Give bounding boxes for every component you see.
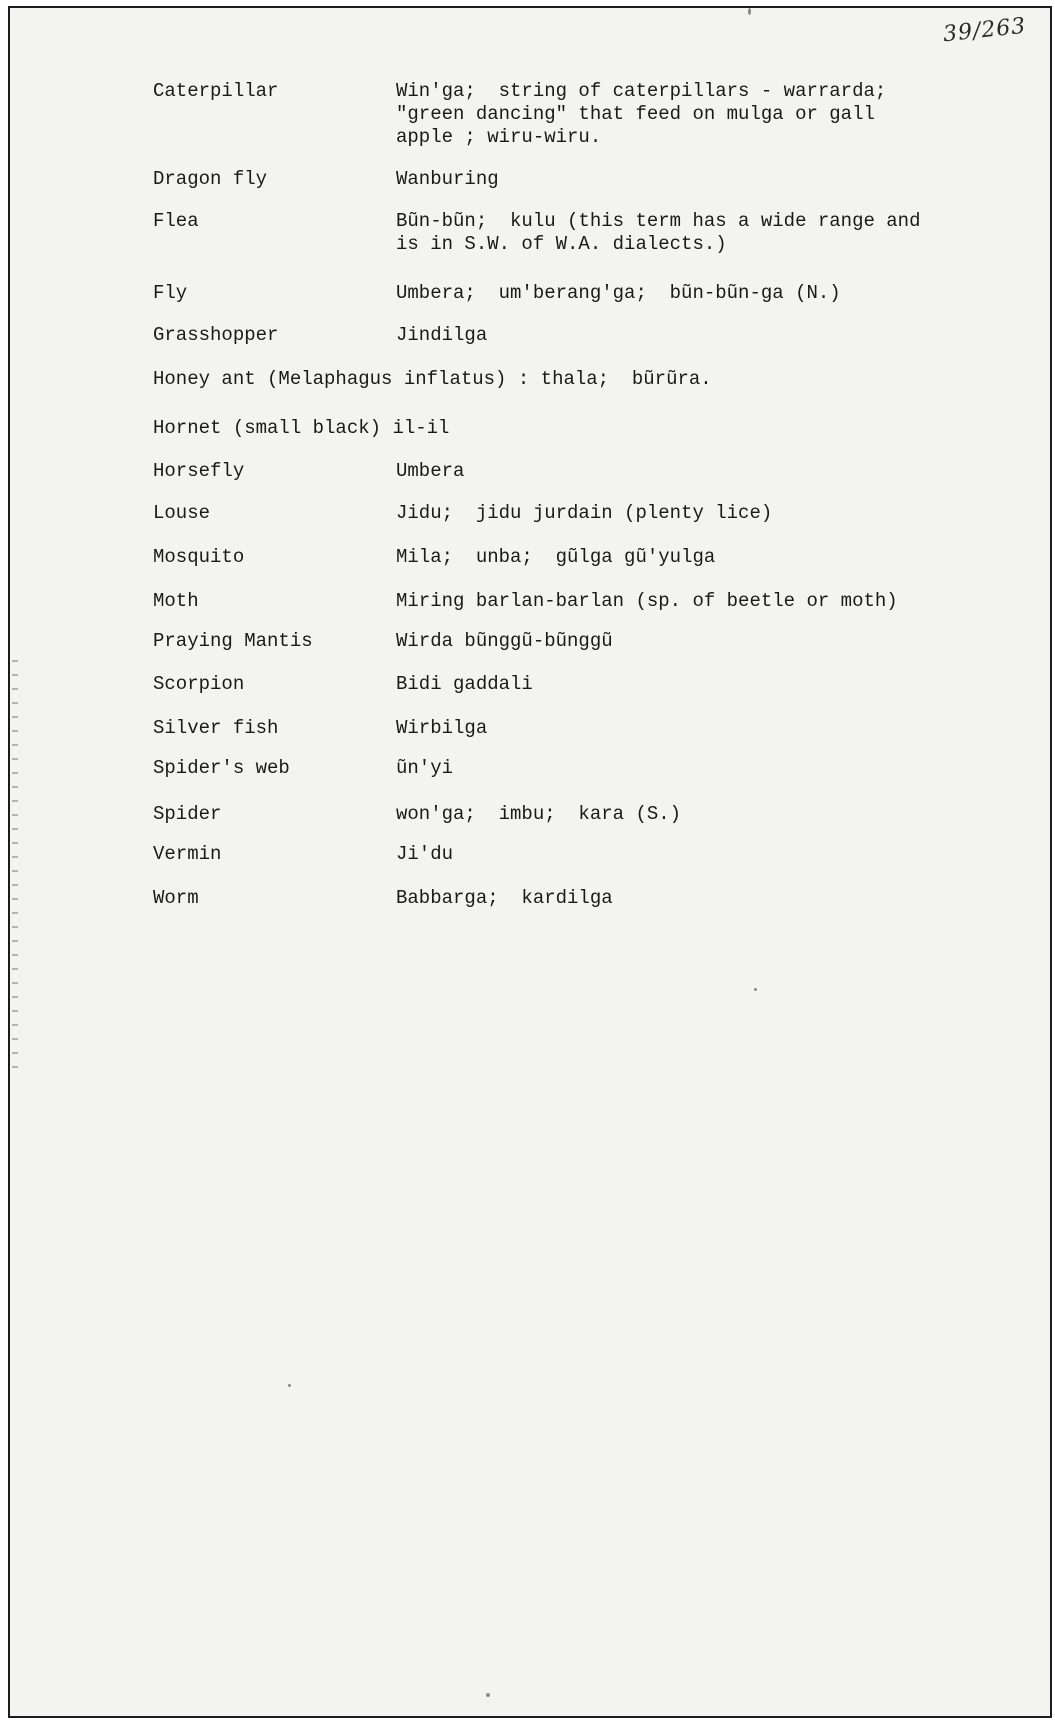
term-scorpion: Scorpion: [153, 673, 245, 695]
term-silver-fish: Silver fish: [153, 717, 279, 739]
line-honey-ant: Honey ant (Melaphagus inflatus) : thala; bũrũra.: [153, 368, 712, 390]
line-hornet: Hornet (small black) il-il: [153, 417, 450, 439]
def-caterpillar-line-2: "green dancing" that feed on mulga or gall: [396, 103, 875, 125]
def-scorpion: Bidi gaddali: [396, 673, 533, 695]
def-flea-line-1: Bũn-bũn; kulu (this term has a wide range and: [396, 210, 921, 232]
def-grasshopper: Jindilga: [396, 324, 488, 346]
def-flea-line-2: is in S.W. of W.A. dialects.): [396, 233, 727, 255]
term-louse: Louse: [153, 502, 211, 524]
def-worm: Babbarga; kardilga: [396, 887, 613, 909]
scan-speck: [748, 8, 751, 15]
scan-speck: [288, 1384, 291, 1387]
term-moth: Moth: [153, 590, 199, 612]
def-praying-mantis: Wirda bũnggũ-bũnggũ: [396, 630, 613, 652]
scan-speck: [754, 988, 757, 991]
term-spiders-web: Spider's web: [153, 757, 290, 779]
term-caterpillar: Caterpillar: [153, 80, 279, 102]
term-flea: Flea: [153, 210, 199, 232]
term-mosquito: Mosquito: [153, 546, 245, 568]
def-louse: Jidu; jidu jurdain (plenty lice): [396, 502, 773, 524]
def-spiders-web: ũn'yi: [396, 757, 454, 779]
term-horsefly: Horsefly: [153, 460, 245, 482]
def-spider: won'ga; imbu; kara (S.): [396, 803, 682, 825]
document-page: [8, 6, 1052, 1718]
def-mosquito: Mila; unba; gũlga gũ'yulga: [396, 546, 716, 568]
term-vermin: Vermin: [153, 843, 222, 865]
term-grasshopper: Grasshopper: [153, 324, 279, 346]
def-silver-fish: Wirbilga: [396, 717, 488, 739]
term-spider: Spider: [153, 803, 222, 825]
folio-number: 39/263: [941, 13, 1028, 48]
def-dragon-fly: Wanburing: [396, 168, 499, 190]
def-caterpillar-line-3: apple ; wiru-wiru.: [396, 126, 602, 148]
scan-speck: [486, 1693, 490, 1697]
term-praying-mantis: Praying Mantis: [153, 630, 313, 652]
def-vermin: Ji'du: [396, 843, 454, 865]
def-caterpillar-line-1: Win'ga; string of caterpillars - warrarda;: [396, 80, 887, 102]
term-fly: Fly: [153, 282, 188, 304]
def-fly: Umbera; um'berang'ga; bũn-bũn-ga (N.): [396, 282, 841, 304]
def-moth: Miring barlan-barlan (sp. of beetle or moth): [396, 590, 898, 612]
term-worm: Worm: [153, 887, 199, 909]
scan-edge-marks: [12, 648, 18, 1068]
def-horsefly: Umbera: [396, 460, 465, 482]
term-dragon-fly: Dragon fly: [153, 168, 268, 190]
